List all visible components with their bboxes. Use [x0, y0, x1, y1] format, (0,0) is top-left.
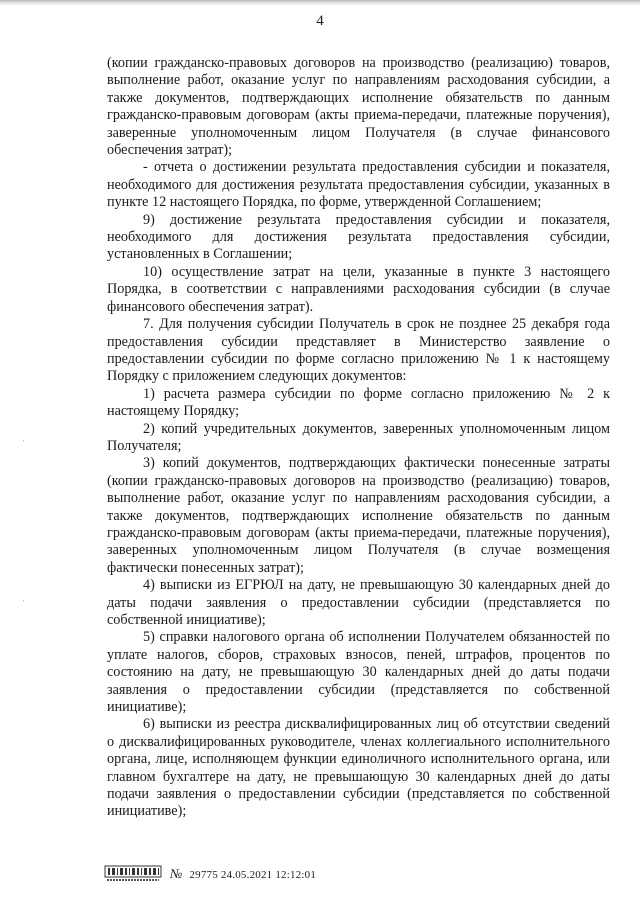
paragraph: 2) копий учредительных документов, заверенных уполномоченным лицом Получателя; [107, 420, 610, 454]
document-body [107, 55, 610, 821]
paragraph: 4) выписки из ЕГРЮЛ на дату, не превышающую 30 календарных дней до даты подачи заявления о предоставлении субсидии (представляется по собственной инициативе); [107, 577, 610, 628]
margin-mark: ˌ [22, 590, 26, 602]
registry-stamp-icon [104, 864, 162, 884]
scan-edge [0, 0, 640, 6]
page-number: 4 [316, 13, 324, 29]
margin-mark: ˌ [22, 430, 26, 442]
paragraph: 1) расчета размера субсидии по форме согласно приложению № 2 к настоящему Порядку; [107, 385, 610, 420]
document-datetime: 24.05.2021 12:12:01 [220, 869, 317, 881]
paragraph: 6) выписки из реестра дисквалифицированных лиц об отсутствии сведений о дисквалифицированных руководителе, членах коллегиального исполнительного органа, лице, исполняющем функции единоличного исполнительного органа, или главном бухгалтере на дату, не превышающую 30 календарных дней до даты подачи заявления о предоставлении субсидии (представляется по собственной инициативе); [107, 716, 610, 820]
paragraph: - отчета о достижении результата предоставления субсидии и показателя, необходимого для достижения результата предоставления субсидии, указанных в пункте 12 настоящего Порядка, по форме, утвержденной Соглашением; [107, 159, 610, 211]
paragraph: (копии гражданско-правовых договоров на производство (реализацию) товаров, выполнение работ, оказание услуг по направлениям расходования субсидии, а также документов, подтверждающих исполнение обязательств по данным гражданско-правовым договорам (акты приема-передачи, платежные поручения), заверенные уполномоченным лицом Получателя (в случае финансового обеспечения затрат); [107, 55, 610, 159]
paragraph: 10) осуществление затрат на цели, указанные в пункте 3 настоящего Порядка, в соответствии с направлениями расходования субсидии (в случае финансового обеспечения затрат). [107, 263, 610, 315]
document-registration-id [170, 866, 316, 882]
paragraph: 9) достижение результата предоставления субсидии и показателя, необходимого для достижения результата предоставления субсидии, установленных в Соглашении; [107, 211, 610, 263]
paragraph: 5) справки налогового органа об исполнении Получателем обязанностей по уплате налогов, сборов, страховых взносов, пеней, штрафов, процентов по состоянию на дату, не превышающую 30 календарных дней до даты подачи заявления о предоставлении субсидии (представляется по собственной инициативе); [107, 629, 610, 716]
document-number: 29775 [189, 869, 218, 881]
paragraph: 7. Для получения субсидии Получатель в срок не позднее 25 декабря года предоставления субсидии представляет в Министерство заявление о предоставлении субсидии по форме согласно приложению № 1 к настоящему Порядку с приложением следующих документов: [107, 316, 610, 385]
document-footer [104, 864, 316, 884]
paragraph: 3) копий документов, подтверждающих фактически понесенные затраты (копии гражданско-правовых договоров на производство (реализацию) товаров, выполнение работ, оказание услуг по направлениям расходования субсидии, а также документов, подтверждающих исполнение обязательств по данным гражданско-правовым договорам (акты приема-передачи, платежные поручения), заверенных уполномоченным лицом Получателя (в случае возмещения фактически понесенных затрат); [107, 455, 610, 576]
number-sign: № [170, 866, 183, 881]
